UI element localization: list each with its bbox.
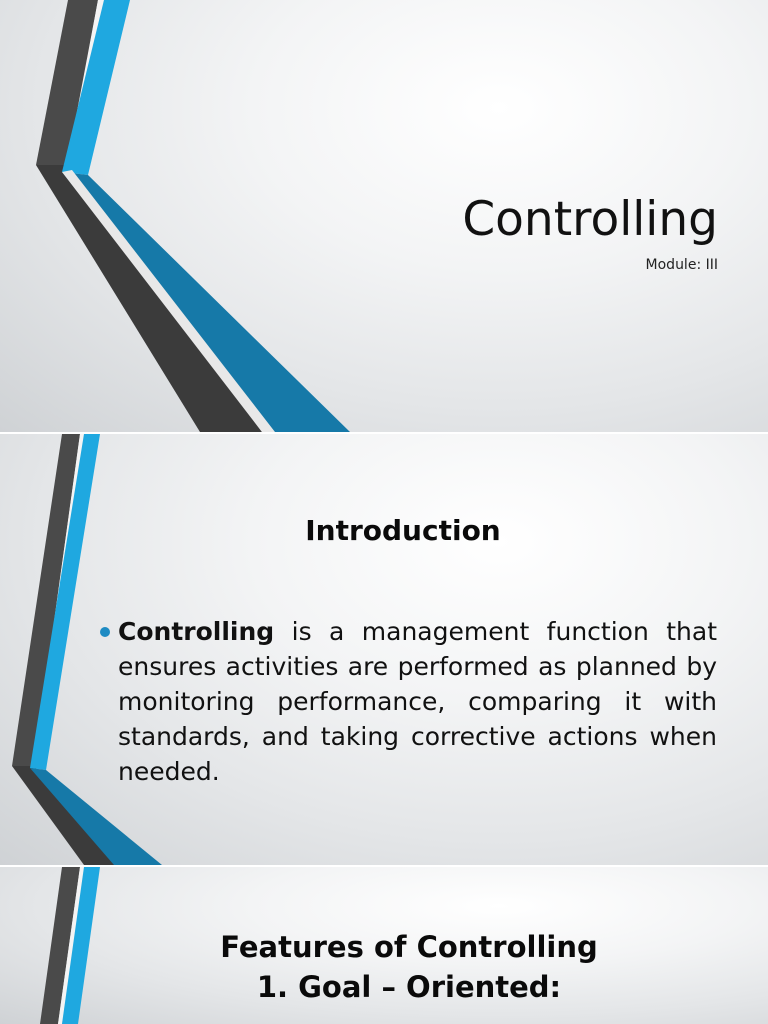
bullet-body: is a management function that ensures activities are performed as planned by monitoring performance, comparing it with standards, and taking corrective actions when needed.	[118, 617, 717, 786]
features-slide[interactable]	[0, 867, 768, 1024]
slide-title: Controlling	[462, 192, 718, 247]
bullet-text	[118, 614, 717, 789]
decorative-ribbon-graphic	[0, 0, 400, 432]
introduction-slide[interactable]	[0, 434, 768, 865]
slide-heading	[0, 927, 768, 1007]
bullet-bold-term: Controlling	[118, 617, 275, 646]
slide-heading: Introduction	[305, 514, 501, 547]
heading-line-1: Features of Controlling	[220, 930, 598, 964]
bullet-item	[100, 614, 717, 789]
slide-subtitle: Module: III	[645, 257, 718, 273]
bullet-icon	[100, 627, 110, 637]
heading-line-2: 1. Goal – Oriented:	[256, 970, 562, 1004]
title-slide[interactable]	[0, 0, 768, 432]
